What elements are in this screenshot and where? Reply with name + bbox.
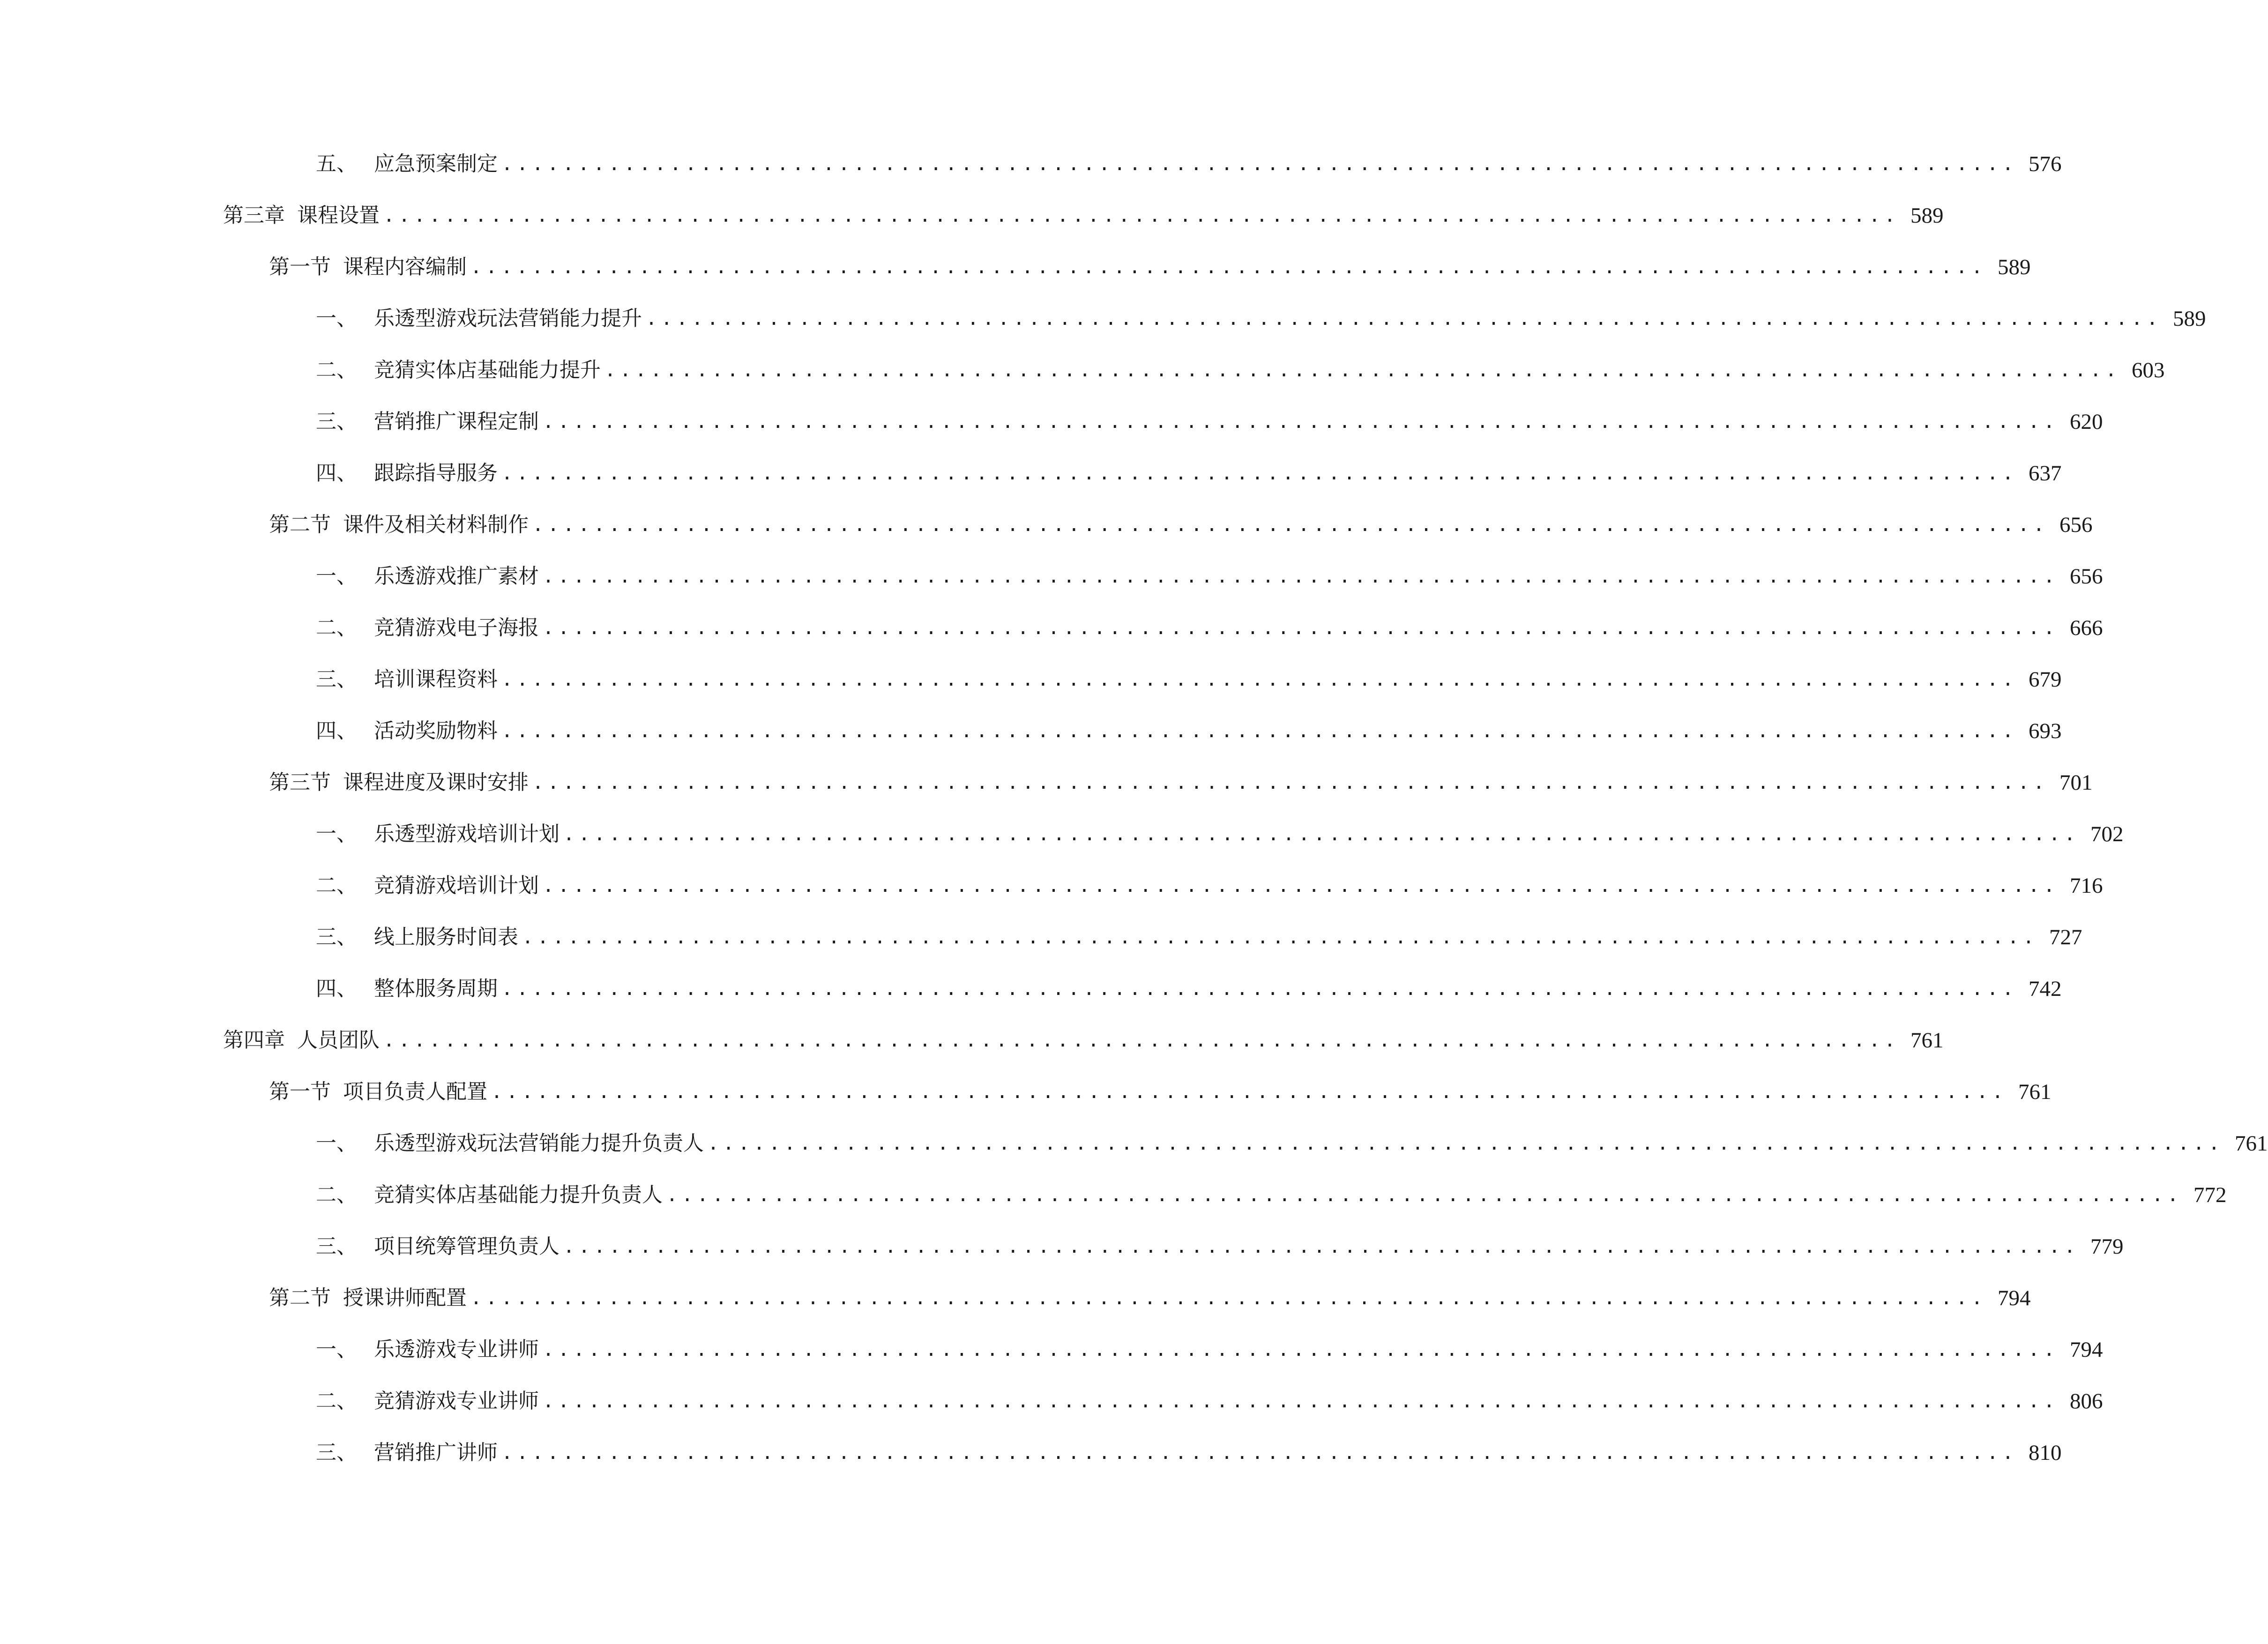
dot-leader: ................................................................................................... — [563, 1236, 2080, 1257]
toc-entry-title: 竞猜游戏专业讲师 — [374, 1389, 539, 1413]
toc-entry-title: 课程内容编制 — [343, 255, 467, 279]
toc-entry-title: 人员团队 — [297, 1028, 380, 1052]
dot-leader: ................................................................................................... — [543, 411, 2059, 433]
toc-entry-number: 第一节 — [269, 255, 331, 279]
toc-entry-title: 营销推广讲师 — [374, 1441, 498, 1465]
toc-entry-page: 794 — [1998, 1286, 2031, 1310]
toc-entry[interactable] — [316, 403, 2103, 441]
toc-entry[interactable] — [316, 609, 2103, 647]
toc-entry[interactable] — [269, 506, 2093, 544]
dot-leader: ................................................................................................... — [604, 359, 2121, 381]
toc-entry[interactable] — [316, 1434, 2062, 1472]
toc-entry-page: 761 — [2235, 1131, 2268, 1156]
toc-entry-number: 第一节 — [269, 1080, 331, 1104]
dot-leader: ................................................................................................... — [708, 1133, 2224, 1154]
toc-entry-number: 第四章 — [223, 1028, 285, 1052]
toc-entry-number: 一、 — [316, 564, 357, 588]
toc-entry-number: 四、 — [316, 719, 357, 743]
toc-entry[interactable] — [223, 1022, 1944, 1059]
toc-entry-page: 742 — [2029, 977, 2062, 1001]
toc-entry-page: 603 — [2132, 358, 2165, 382]
toc-entry-title: 乐透型游戏玩法营销能力提升 — [374, 306, 642, 330]
toc-entry-number: 三、 — [316, 925, 357, 949]
toc-entry-title: 培训课程资料 — [374, 667, 498, 691]
toc-entry-number: 二、 — [316, 1183, 357, 1207]
toc-entry-page: 693 — [2029, 719, 2062, 743]
toc-entry[interactable] — [316, 300, 2206, 337]
toc-entry-page: 761 — [2018, 1080, 2052, 1104]
toc-entry-page: 794 — [2070, 1338, 2103, 1362]
dot-leader: ................................................................................................... — [501, 153, 2018, 175]
toc-entry[interactable] — [269, 1279, 2031, 1317]
dot-leader: ................................................................................................... — [501, 978, 2018, 1000]
toc-entry[interactable] — [316, 558, 2103, 595]
toc-entry-page: 620 — [2070, 410, 2103, 434]
toc-entry-page: 656 — [2070, 564, 2103, 589]
toc-entry[interactable] — [316, 970, 2062, 1008]
toc-entry-title: 跟踪指导服务 — [374, 461, 498, 485]
dot-leader: ................................................................................................... — [501, 1442, 2018, 1464]
toc-entry[interactable] — [316, 661, 2062, 698]
toc-entry-title: 项目统筹管理负责人 — [374, 1234, 560, 1258]
toc-entry-page: 727 — [2049, 925, 2082, 949]
toc-entry-page: 589 — [1998, 255, 2031, 279]
toc-entry-page: 810 — [2029, 1441, 2062, 1465]
toc-entry-title: 乐透型游戏玩法营销能力提升负责人 — [374, 1131, 704, 1155]
toc-entry-title: 竞猜实体店基础能力提升负责人 — [374, 1183, 663, 1207]
toc-entry-title: 竞猜游戏培训计划 — [374, 874, 539, 897]
toc-entry-title: 线上服务时间表 — [374, 925, 518, 949]
toc-entry-number: 二、 — [316, 616, 357, 640]
toc-entry-page: 679 — [2029, 667, 2062, 692]
toc-entry-page: 716 — [2070, 874, 2103, 898]
toc-entry-page: 701 — [2059, 770, 2093, 795]
dot-leader: ................................................................................................... — [383, 205, 1900, 226]
toc-entry-number: 二、 — [316, 874, 357, 897]
toc-entry-number: 一、 — [316, 1131, 357, 1155]
dot-leader: ................................................................................................... — [491, 1081, 2007, 1103]
toc-entry-number: 二、 — [316, 358, 357, 382]
toc-entry[interactable] — [269, 248, 2031, 286]
toc-entry[interactable] — [269, 764, 2093, 801]
dot-leader: ................................................................................................... — [543, 566, 2059, 587]
toc-entry-number: 一、 — [316, 1338, 357, 1361]
dot-leader: ................................................................................................... — [501, 720, 2018, 742]
toc-entry[interactable] — [316, 351, 2165, 389]
dot-leader: ................................................................................................... — [532, 514, 2049, 536]
toc-entry-title: 营销推广课程定制 — [374, 410, 539, 433]
toc-entry-title: 竞猜实体店基础能力提升 — [374, 358, 601, 382]
toc-entry-number: 第三章 — [223, 203, 285, 227]
toc-entry[interactable] — [316, 455, 2062, 492]
toc-entry-number: 二、 — [316, 1389, 357, 1413]
dot-leader: ................................................................................................... — [563, 823, 2080, 845]
toc-entry[interactable] — [316, 867, 2103, 904]
toc-entry-title: 乐透游戏推广素材 — [374, 564, 539, 588]
toc-entry-title: 授课讲师配置 — [343, 1286, 467, 1310]
toc-entry-number: 五、 — [316, 152, 357, 176]
toc-entry-title: 整体服务周期 — [374, 977, 498, 1001]
toc-entry-page: 589 — [1910, 203, 1944, 228]
toc-entry-number: 第三节 — [269, 770, 331, 794]
toc-entry-title: 课件及相关材料制作 — [343, 513, 529, 537]
toc-entry-number: 三、 — [316, 410, 357, 433]
toc-entry[interactable] — [316, 145, 2062, 183]
toc-entry-page: 666 — [2070, 616, 2103, 640]
dot-leader: ................................................................................................... — [522, 927, 2038, 948]
toc-entry-page: 656 — [2059, 513, 2093, 537]
dot-leader: ................................................................................................... — [543, 875, 2059, 897]
toc-entry-page: 761 — [1910, 1028, 1944, 1053]
dot-leader: ................................................................................................... — [666, 1184, 2183, 1206]
toc-entry-title: 竞猜游戏电子海报 — [374, 616, 539, 640]
toc-entry-page: 576 — [2029, 152, 2062, 176]
toc-entry-number: 三、 — [316, 1234, 357, 1258]
toc-entry[interactable] — [316, 712, 2062, 750]
toc-entry[interactable] — [316, 919, 2082, 956]
toc-entry-page: 702 — [2090, 822, 2124, 846]
toc-entry[interactable] — [316, 1331, 2103, 1368]
toc-entry-number: 一、 — [316, 306, 357, 330]
dot-leader: ................................................................................................... — [470, 1287, 1987, 1309]
toc-entry[interactable] — [316, 1382, 2103, 1420]
toc-entry-page: 772 — [2193, 1183, 2227, 1207]
toc-entry[interactable] — [316, 1176, 2227, 1214]
dot-leader: ................................................................................................... — [543, 1339, 2059, 1360]
dot-leader: ................................................................................................... — [543, 1390, 2059, 1412]
toc-entry[interactable] — [316, 1228, 2124, 1265]
toc-entry-title: 项目负责人配置 — [343, 1080, 487, 1104]
toc-entry-page: 779 — [2090, 1234, 2124, 1259]
toc-entry[interactable] — [316, 815, 2124, 853]
toc-entry-title: 课程进度及课时安排 — [343, 770, 529, 794]
toc-entry-title: 乐透游戏专业讲师 — [374, 1338, 539, 1361]
toc-entry-number: 四、 — [316, 461, 357, 485]
toc-entry-number: 一、 — [316, 822, 357, 846]
toc-entry-page: 637 — [2029, 461, 2062, 486]
dot-leader: ................................................................................................... — [543, 617, 2059, 639]
toc-entry[interactable] — [316, 1125, 2268, 1162]
toc-entry-title: 活动奖励物料 — [374, 719, 498, 743]
toc-entry-number: 第二节 — [269, 513, 331, 537]
toc-entry-number: 第二节 — [269, 1286, 331, 1310]
toc-entry-title: 课程设置 — [297, 203, 380, 227]
dot-leader: ................................................................................................... — [532, 772, 2049, 793]
dot-leader: ................................................................................................... — [501, 669, 2018, 690]
toc-entry-title: 应急预案制定 — [374, 152, 498, 176]
toc-entry-number: 三、 — [316, 667, 357, 691]
dot-leader: ................................................................................................... — [501, 463, 2018, 484]
toc-entry-number: 四、 — [316, 977, 357, 1001]
toc-entry-page: 589 — [2173, 306, 2206, 331]
toc-entry-page: 806 — [2070, 1389, 2103, 1413]
dot-leader: ................................................................................................... — [470, 256, 1987, 278]
toc-entry-title: 乐透型游戏培训计划 — [374, 822, 560, 846]
dot-leader: ................................................................................................... — [383, 1030, 1900, 1051]
toc-entry-number: 三、 — [316, 1441, 357, 1465]
dot-leader: ................................................................................................... — [646, 308, 2162, 329]
toc-entry[interactable] — [269, 1073, 2052, 1111]
toc-entry[interactable] — [223, 197, 1944, 234]
